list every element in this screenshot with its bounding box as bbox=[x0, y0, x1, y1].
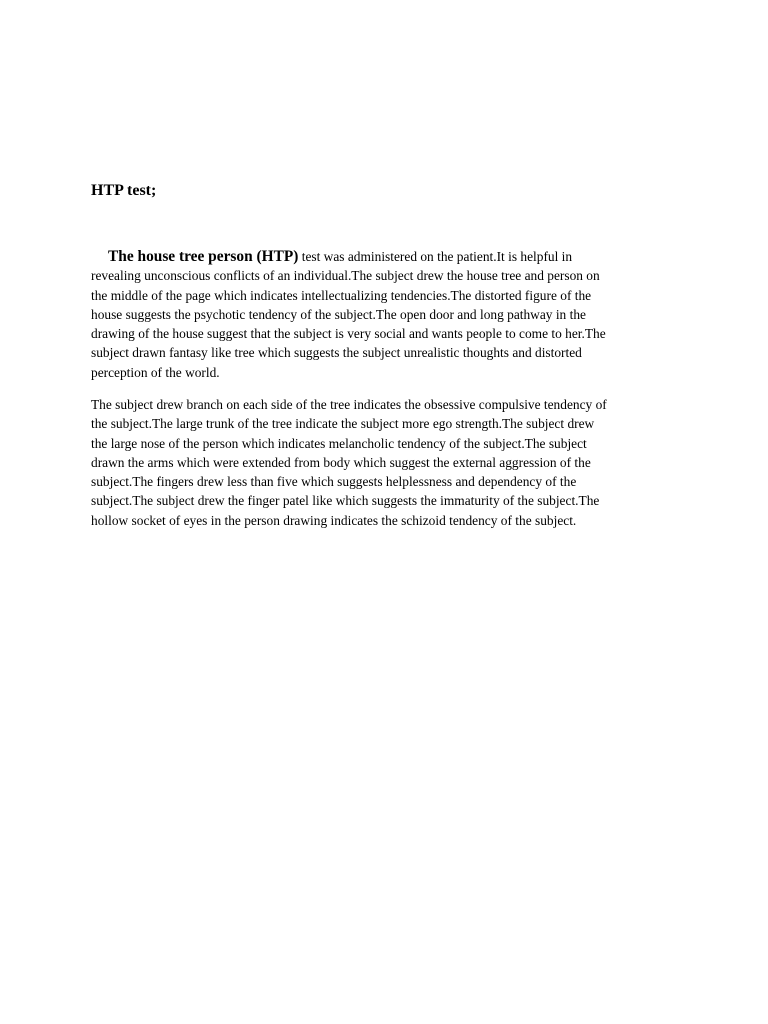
paragraph-line bbox=[91, 247, 681, 266]
paragraph-line: the middle of the page which indicates intellectualizing tendencies.The distorted figure of the bbox=[91, 287, 592, 303]
paragraph-line: subject drawn fantasy like tree which suggests the subject unrealistic thoughts and distorted bbox=[91, 345, 582, 361]
paragraph-line: drawing of the house suggest that the subject is very social and wants people to come to her.The bbox=[91, 326, 606, 342]
paragraph-line: the large nose of the person which indicates melancholic tendency of the subject.The subject bbox=[91, 435, 587, 451]
paragraph-line: house suggests the psychotic tendency of the subject.The open door and long pathway in the bbox=[91, 306, 586, 322]
paragraph-line: subject.The subject drew the finger patel like which suggests the immaturity of the subject.The bbox=[91, 493, 600, 509]
paragraph-htp-description bbox=[91, 247, 681, 382]
paragraph-line: drawn the arms which were extended from body which suggest the external aggression of the bbox=[91, 454, 591, 470]
paragraph-line: revealing unconscious conflicts of an individual.The subject drew the house tree and person on bbox=[91, 268, 600, 284]
paragraph-interpretation bbox=[91, 395, 681, 530]
paragraph-line: subject.The fingers drew less than five which suggests helplessness and dependency of the bbox=[91, 474, 577, 490]
paragraph-line: the subject.The large trunk of the tree indicate the subject more ego strength.The subject drew bbox=[91, 416, 595, 432]
paragraph-line: The subject drew branch on each side of the tree indicates the obsessive compulsive tendency of bbox=[91, 397, 607, 412]
line-text: test was administered on the patient.It is helpful in bbox=[298, 249, 573, 264]
paragraph-line: hollow socket of eyes in the person drawing indicates the schizoid tendency of the subject. bbox=[91, 512, 577, 528]
document-heading: HTP test; bbox=[91, 182, 157, 199]
paragraph-line: perception of the world. bbox=[91, 364, 220, 380]
lead-phrase: The house tree person (HTP) bbox=[108, 248, 299, 265]
